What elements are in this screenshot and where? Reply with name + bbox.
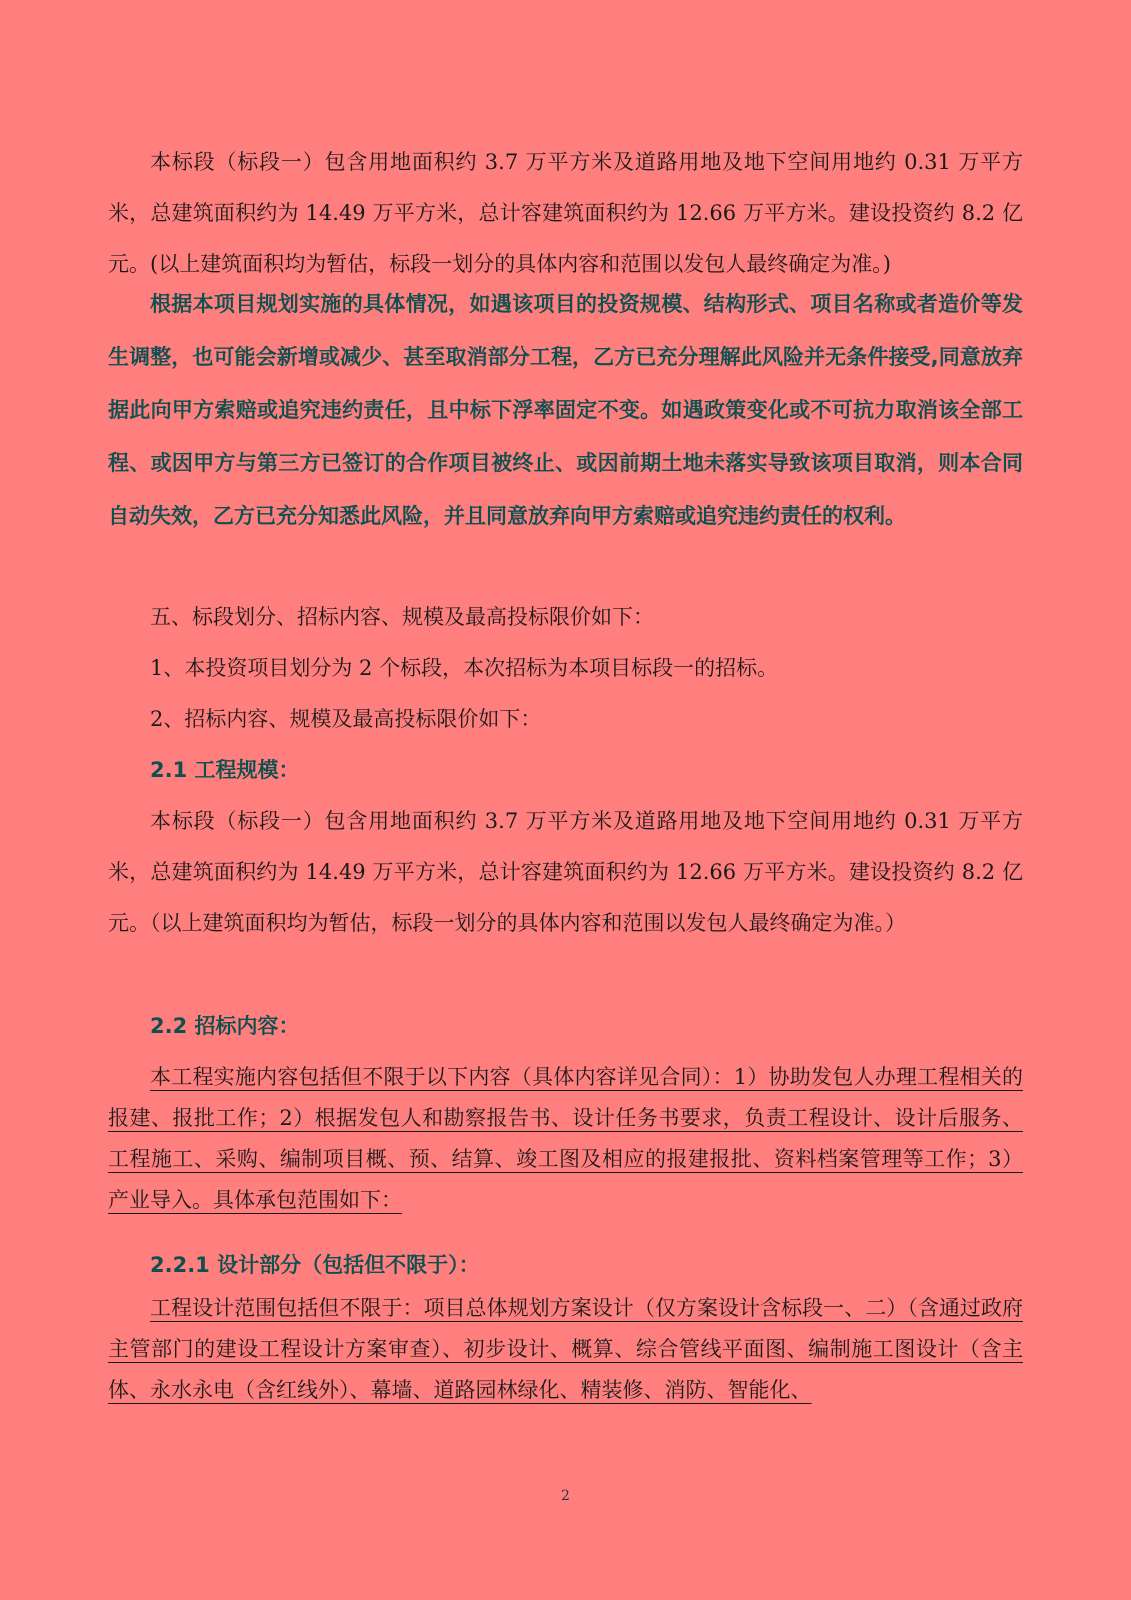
paragraph-item-two: 2、招标内容、规模及最高投标限价如下： [150, 707, 542, 731]
heading-design-part: 2.2.1 设计部分（包括但不限于）： [150, 1253, 480, 1277]
page-number: 2 [561, 1488, 570, 1504]
heading-bid-content: 2.2 招标内容： [150, 1014, 300, 1038]
paragraph-design-scope: 工程设计范围包括但不限于：项目总体规划方案设计（仅方案设计含标段一、二）（含通过政府主管部门的建设工程设计方案审查）、初步设计、概算、综合管线平面图、编制施工图设计（含主体、永水永电（含红线外）、幕墙、道路园林绿化、精装修、消防、智能化、 [108, 1296, 1023, 1402]
paragraph-item-one: 1、本投资项目划分为 2 个标段，本次招标为本项目标段一的招标。 [150, 656, 779, 680]
paragraph-bid-content: 本工程实施内容包括但不限于以下内容（具体内容详见合同）：1）协助发包人办理工程相关的报建、报批工作；2）根据发包人和勘察报告书、设计任务书要求，负责工程设计、设计后服务、工程施工、采购、编制项目概、预、结算、竣工图及相应的报建报批、资料档案管理等工作；3）产业导入。具体承包范围如下： [108, 1065, 1023, 1212]
heading-project-scale: 2.1 工程规模： [150, 758, 300, 782]
paragraph-scope-intro: 本标段（标段一）包含用地面积约 3.7 万平方米及道路用地及地下空间用地约 0.31 万平方米，总建筑面积约为 14.49 万平方米，总计容建筑面积约为 12.66 万平方米。建设投资约 8.2 亿元。(以上建筑面积均为暂估，标段一划分的具体内容和范围以发包人最终确定为准。) [108, 150, 1023, 276]
paragraph-risk-clause: 根据本项目规划实施的具体情况，如遇该项目的投资规模、结构形式、项目名称或者造价等发生调整，也可能会新增或减少、甚至取消部分工程，乙方已充分理解此风险并无条件接受,同意放弃据此向甲方索赔或追究违约责任，且中标下浮率固定不变。如遇政策变化或不可抗力取消该全部工程、或因甲方与第三方已签订的合作项目被终止、或因前期土地未落实导致该项目取消，则本合同自动失效，乙方已充分知悉此风险，并且同意放弃向甲方索赔或追究违约责任的权利。 [108, 292, 1023, 528]
paragraph-section-five: 五、标段划分、招标内容、规模及最高投标限价如下： [150, 605, 654, 629]
paragraph-project-scale: 本标段（标段一）包含用地面积约 3.7 万平方米及道路用地及地下空间用地约 0.31 万平方米，总建筑面积约为 14.49 万平方米，总计容建筑面积约为 12.66 万平方米。建设投资约 8.2 亿元。（以上建筑面积均为暂估，标段一划分的具体内容和范围以发包人最终确定为准。） [108, 809, 1023, 935]
